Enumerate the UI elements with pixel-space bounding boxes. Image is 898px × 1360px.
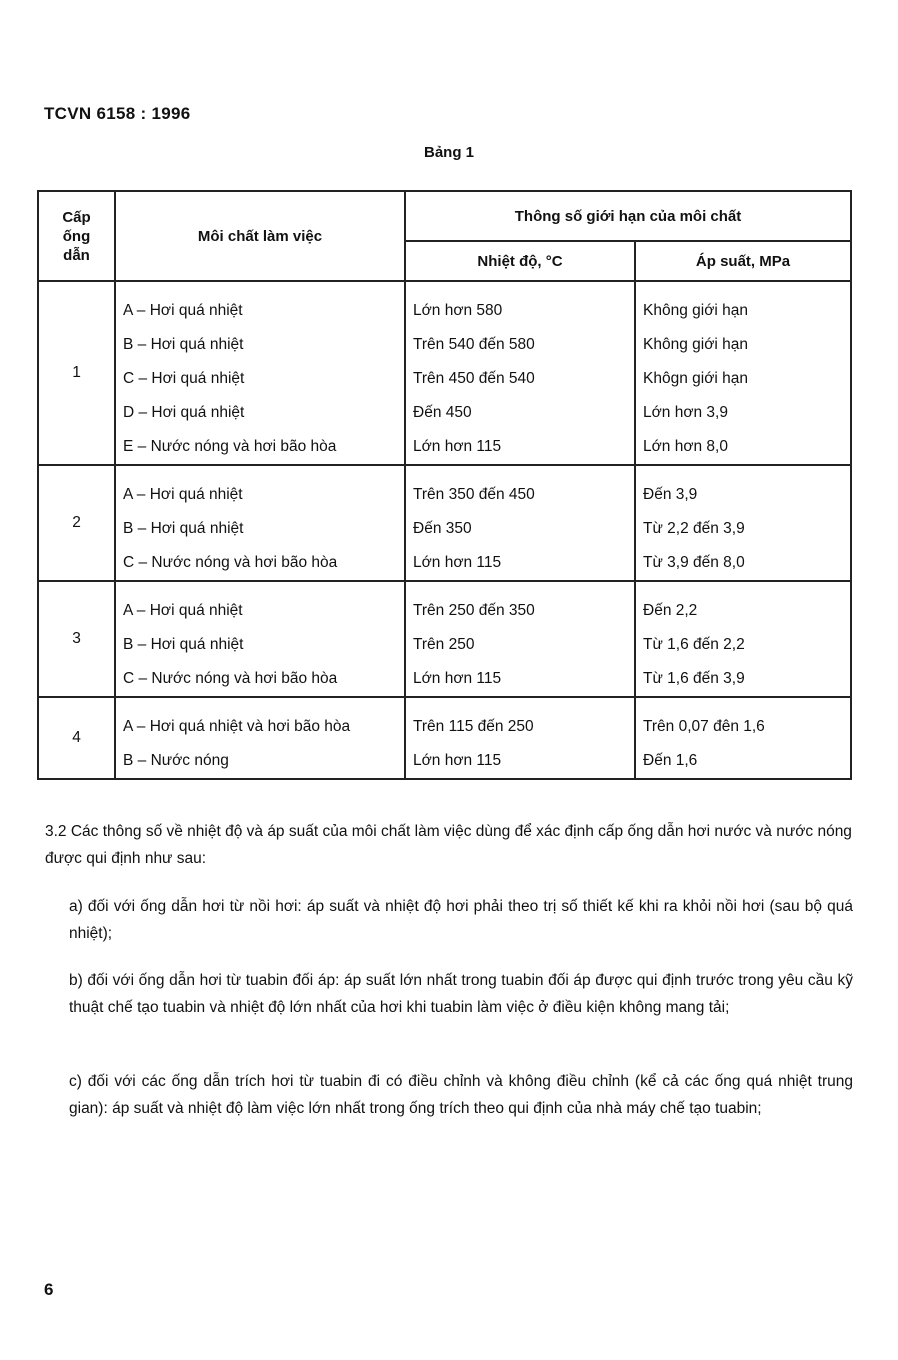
temperature-value: Lớn hơn 115 (413, 438, 502, 455)
item-a: a) đối với ống dẫn hơi từ nồi hơi: áp suất và nhiệt độ hơi phải theo trị số thiết kế khi ra khỏi nồi hơi (sau bộ quá nhiệt); (69, 898, 853, 942)
temperature-value: Trên 450 đến 540 (413, 370, 535, 387)
header-limit-parameters: Thông số giới hạn của môi chất (405, 191, 851, 241)
temperature-value: Trên 250 đến 350 (413, 602, 535, 619)
pressure-value: Không giới hạn (643, 336, 748, 353)
pressure-value: Khôgn giới hạn (643, 370, 748, 387)
medium-value: A – Hơi quá nhiệt và hơi bão hòa (123, 718, 351, 735)
temperature-cell (405, 281, 635, 465)
pressure-cell (635, 581, 851, 697)
medium-cell (115, 697, 405, 779)
temperature-value: Đến 350 (413, 520, 472, 537)
pressure-value: Đến 2,2 (643, 602, 698, 619)
medium-value: B – Hơi quá nhiệt (123, 636, 244, 653)
table-group-row (38, 581, 851, 697)
page-number: 6 (44, 1280, 54, 1299)
pressure-value: Không giới hạn (643, 302, 748, 319)
medium-value: D – Hơi quá nhiệt (123, 404, 245, 421)
medium-value: C – Nước nóng và hơi bão hòa (123, 554, 338, 571)
header-pressure: Áp suất, MPa (635, 241, 851, 281)
pipe-class-table (37, 190, 852, 780)
medium-cell (115, 581, 405, 697)
header-working-medium: Môi chất làm việc (115, 191, 405, 281)
temperature-value: Trên 540 đến 580 (413, 336, 535, 353)
pipe-level-cell: 4 (38, 697, 115, 779)
pressure-value: Trên 0,07 đên 1,6 (643, 718, 765, 735)
medium-cell (115, 465, 405, 581)
temperature-value: Trên 350 đến 450 (413, 486, 535, 503)
temperature-value: Đến 450 (413, 404, 472, 421)
pressure-value: Từ 3,9 đến 8,0 (643, 554, 745, 571)
section-3-2: 3.2 Các thông số về nhiệt độ và áp suất của môi chất làm việc dùng để xác định cấp ống dẫn hơi nước và nước nóng được qui định như sau: (45, 823, 852, 867)
pressure-value: Từ 1,6 đến 3,9 (643, 670, 745, 687)
pressure-cell (635, 465, 851, 581)
document-code: TCVN 6158 : 1996 (44, 104, 191, 123)
table-group-row (38, 465, 851, 581)
medium-value: B – Hơi quá nhiệt (123, 520, 244, 537)
temperature-value: Trên 250 (413, 636, 475, 653)
pressure-value: Lớn hơn 8,0 (643, 438, 728, 455)
temperature-value: Lớn hơn 115 (413, 554, 502, 571)
temperature-value: Lớn hơn 580 (413, 302, 503, 319)
pressure-value: Lớn hơn 3,9 (643, 404, 728, 421)
temperature-value: Trên 115 đến 250 (413, 718, 534, 735)
pressure-cell (635, 697, 851, 779)
item-c: c) đối với các ống dẫn trích hơi từ tuabin đi có điều chỉnh và không điều chỉnh (kể cả các ống quá nhiệt trung gian): áp suất và nhiệt độ làm việc lớn nhất trong ống trích theo qui định của nhà máy chế tạo tuabin; (69, 1073, 853, 1117)
table-group-row (38, 697, 851, 779)
temperature-cell (405, 697, 635, 779)
temperature-value: Lớn hơn 115 (413, 670, 502, 687)
pipe-level-cell: 1 (38, 281, 115, 465)
pressure-value: Từ 2,2 đến 3,9 (643, 520, 745, 537)
medium-value: A – Hơi quá nhiệt (123, 486, 243, 503)
header-temperature: Nhiệt độ, °C (405, 241, 635, 281)
medium-cell (115, 281, 405, 465)
temperature-value: Lớn hơn 115 (413, 752, 502, 769)
medium-value: B – Hơi quá nhiệt (123, 336, 244, 353)
table-group-row (38, 281, 851, 465)
pressure-value: Đến 3,9 (643, 486, 698, 503)
medium-value: C – Hơi quá nhiệt (123, 370, 245, 387)
pressure-value: Từ 1,6 đến 2,2 (643, 636, 745, 653)
medium-value: A – Hơi quá nhiệt (123, 602, 243, 619)
pressure-value: Đến 1,6 (643, 752, 698, 769)
medium-value: B – Nước nóng (123, 752, 229, 769)
item-b: b) đối với ống dẫn hơi từ tuabin đối áp: áp suất lớn nhất trong tuabin đối áp được qui định trước trong yêu cầu kỹ thuật chế tạo tuabin và nhiệt độ lớn nhất của hơi khi tuabin làm việc ở điều kiện không mang tải; (69, 972, 853, 1016)
pipe-level-cell: 3 (38, 581, 115, 697)
temperature-cell (405, 581, 635, 697)
medium-value: E – Nước nóng và hơi bão hòa (123, 438, 337, 455)
pipe-level-cell: 2 (38, 465, 115, 581)
medium-value: A – Hơi quá nhiệt (123, 302, 243, 319)
header-pipe-level: Cấp ống dẫn (38, 191, 115, 281)
table-caption: Bảng 1 (423, 144, 474, 161)
medium-value: C – Nước nóng và hơi bão hòa (123, 670, 338, 687)
temperature-cell (405, 465, 635, 581)
pressure-cell (635, 281, 851, 465)
